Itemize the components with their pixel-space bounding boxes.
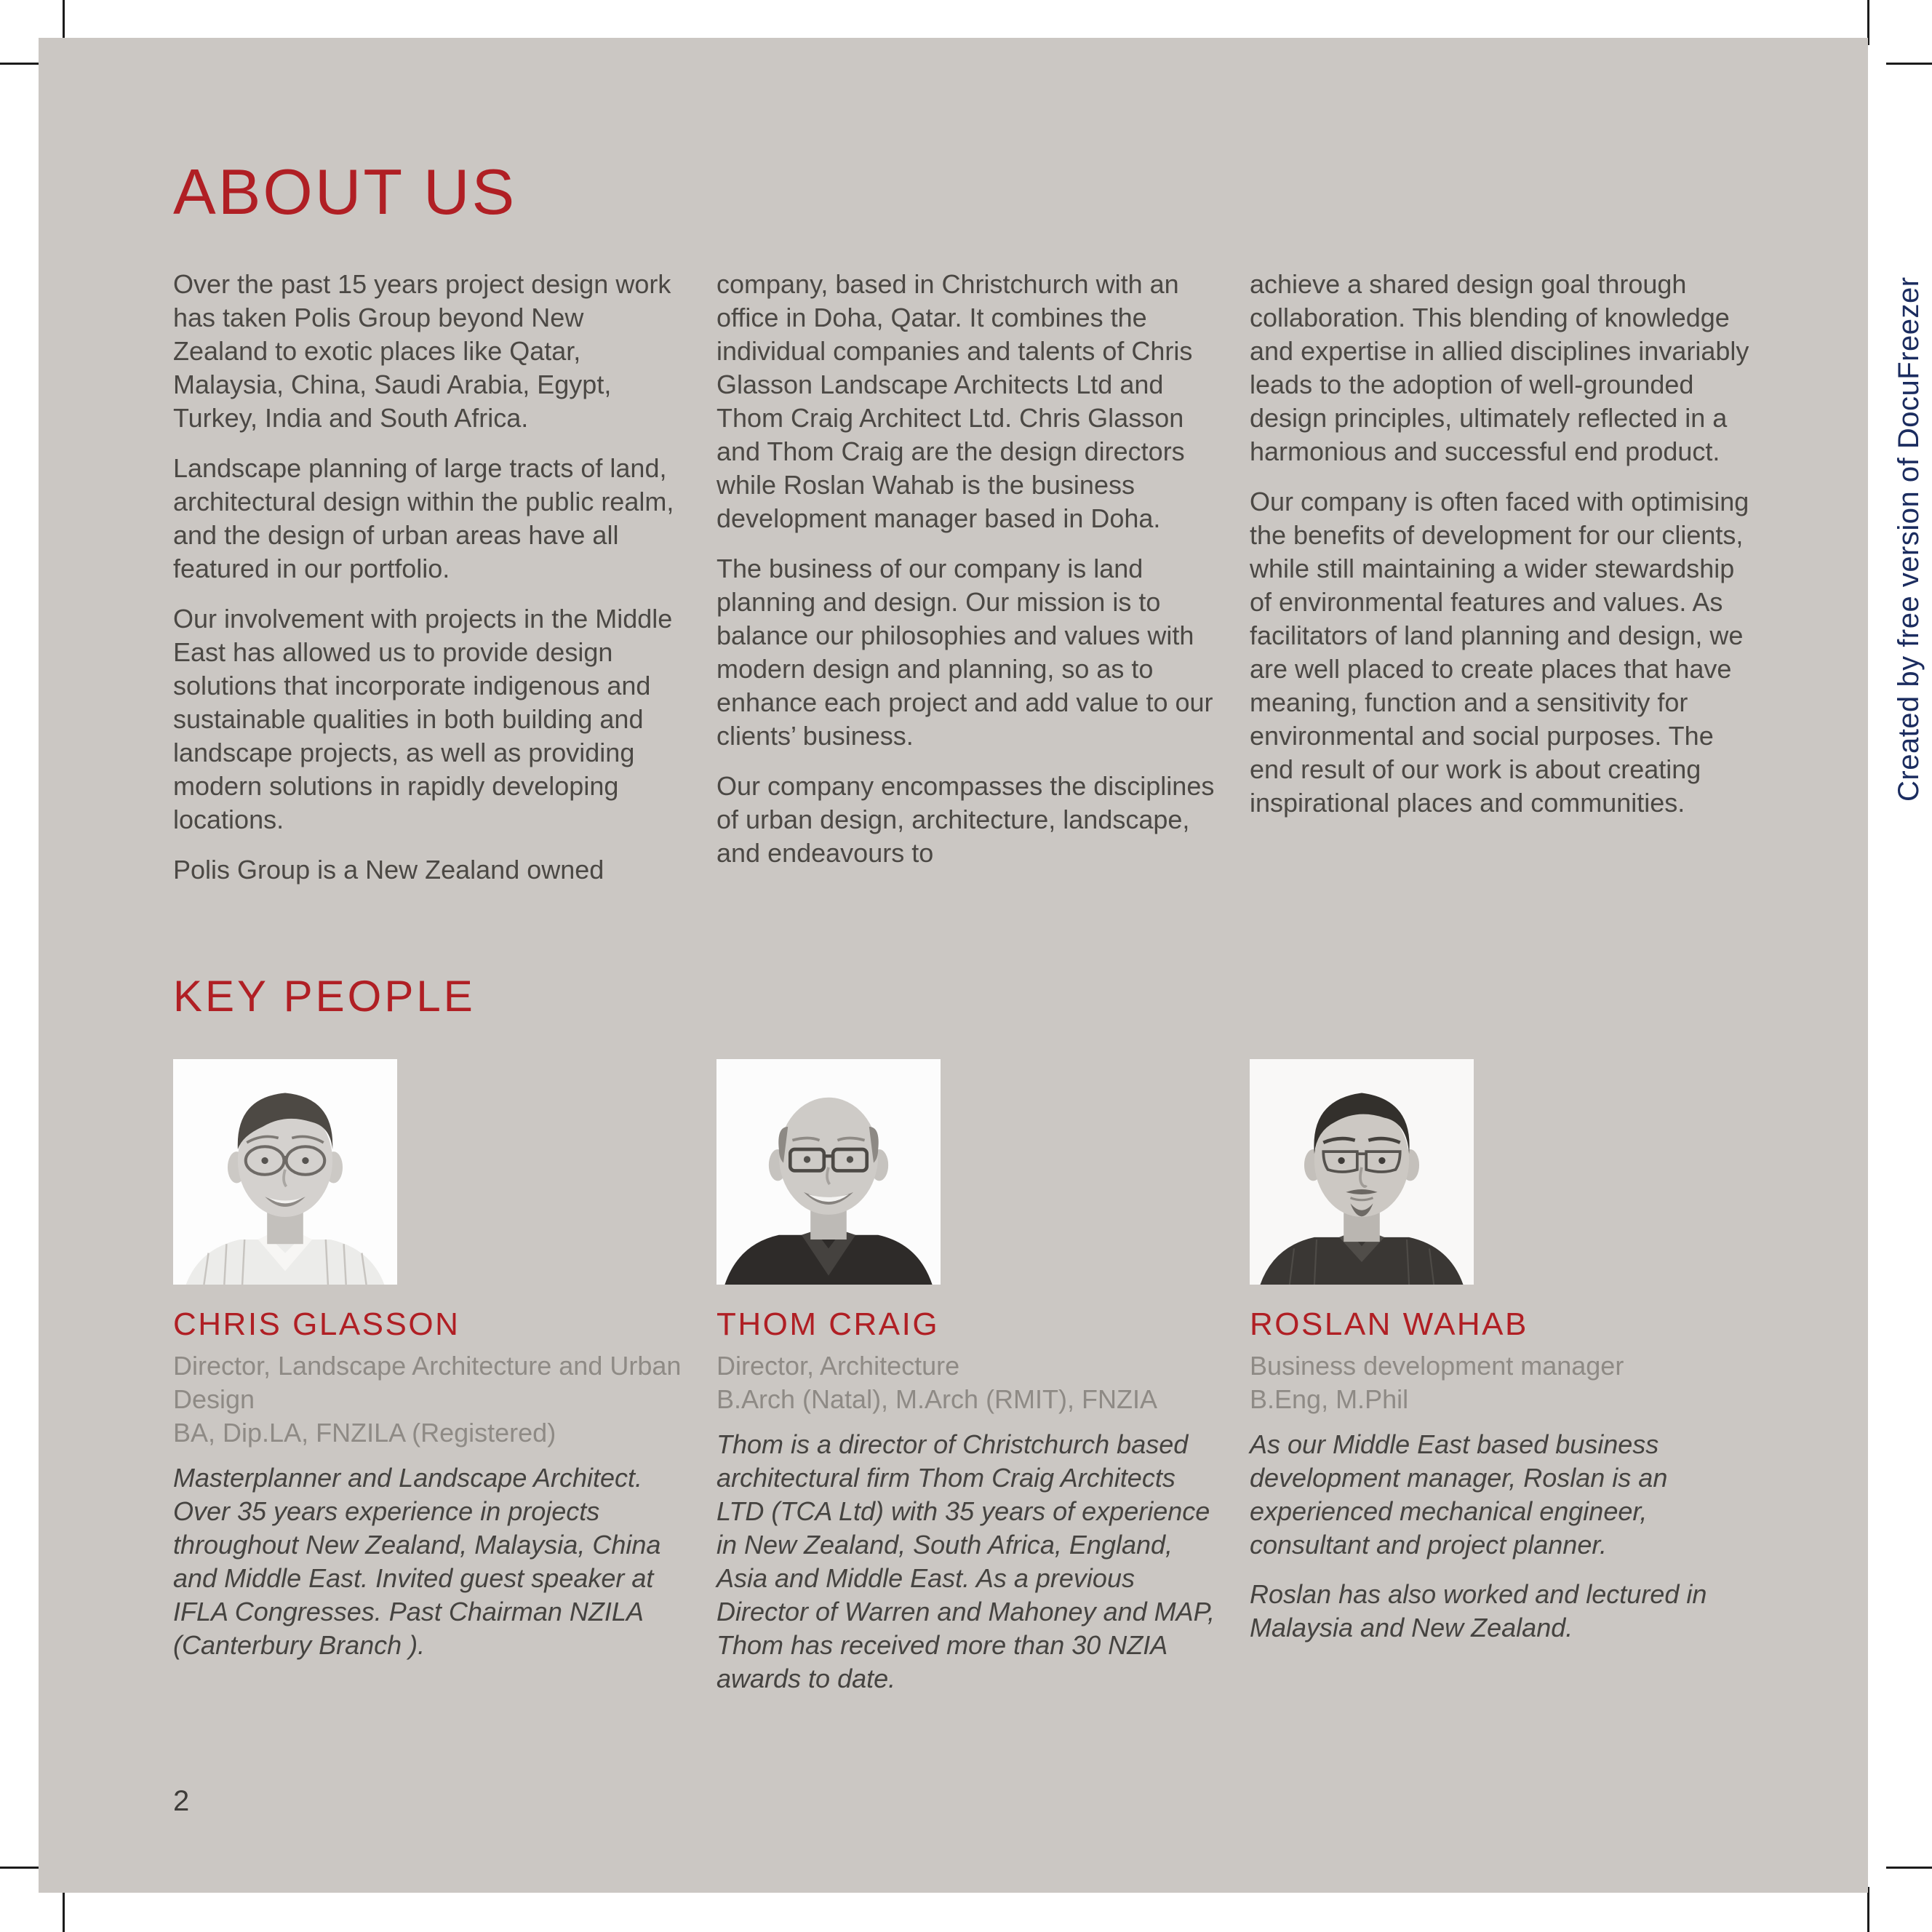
about-column-1 (173, 268, 682, 887)
portrait-photo-thom-craig (716, 1059, 941, 1285)
paragraph: Thom is a director of Christchurch based architectural firm Thom Craig Architects LTD (TCA Ltd) with 35 years of experience in New Zealand, South Africa, England, Asia and Middle East. As a previous Director of Warren and Mahoney and MAP, Thom has received more than 30 NZIA awards to date. (716, 1429, 1216, 1693)
page-title: ABOUT US (173, 156, 517, 228)
person-role (716, 1349, 1226, 1416)
paragraph: Our involvement with projects in the Middle East has allowed us to provide design solutions that incorporate indigenous and sustainable qualities in both building and landscape projects, as well as providing modern solutions in rapidly developing locations. (173, 604, 673, 834)
paragraph: Our company encompasses the disciplines of urban design, architecture, landscape, and endeavours to (716, 771, 1215, 868)
paragraph: achieve a shared design goal through collaboration. This blending of knowledge and expertise in allied disciplines invariably leads to the adoption of well-grounded design principles, ultimately reflected in a harmonious and successful end product. (1250, 269, 1749, 466)
person-credentials: B.Eng, M.Phil (1250, 1384, 1409, 1414)
crop-mark-top-right-horizontal (1886, 63, 1932, 65)
crop-mark-bottom-right-horizontal (1886, 1867, 1932, 1869)
portrait-illustration (1250, 1059, 1474, 1285)
person-name: ROSLAN WAHAB (1250, 1306, 1528, 1342)
about-column-3 (1250, 268, 1759, 820)
paragraph: company, based in Christchurch with an office in Doha, Qatar. It combines the individual companies and talents of Chris Glasson Landscape Architects Ltd and Thom Craig Architect Ltd. Chris Glasson and Thom Craig are the design directors while Roslan Wahab is the business development manager based in Doha. (716, 269, 1193, 533)
person-card-thom-craig (716, 1059, 1226, 1696)
paragraph: The business of our company is land planning and design. Our mission is to balance our philosophies and values with modern design and planning, so as to enhance each project and add value to our clients’ business. (716, 554, 1213, 751)
portrait-illustration (716, 1059, 941, 1285)
about-column-2 (716, 268, 1226, 870)
paragraph: As our Middle East based business development manager, Roslan is an experienced mechanical engineer, consultant and project planner. (1250, 1429, 1668, 1560)
person-card-roslan-wahab (1250, 1059, 1759, 1645)
crop-mark-bottom-left-vertical (63, 1887, 65, 1932)
person-role-title: Director, Architecture (716, 1350, 960, 1381)
crop-mark-bottom-right-vertical (1867, 1887, 1869, 1932)
paragraph: Roslan has also worked and lectured in Malaysia and New Zealand. (1250, 1578, 1707, 1642)
person-role (1250, 1349, 1759, 1416)
paragraph: Masterplanner and Landscape Architect. Over 35 years experience in projects throughout New Zealand, Malaysia, China and Middle East. Invited guest speaker at IFLA Congresses. Past Chairman NZILA (Canterbury Branch ). (173, 1462, 661, 1660)
portrait-illustration (173, 1059, 397, 1285)
paragraph: Over the past 15 years project design work has taken Polis Group beyond New Zealand to exotic places like Qatar, Malaysia, China, Saudi Arabia, Egypt, Turkey, India and South Africa. (173, 269, 671, 433)
portrait-photo-roslan-wahab (1250, 1059, 1474, 1285)
portrait-photo-chris-glasson (173, 1059, 397, 1285)
person-role-title: Director, Landscape Architecture and Urban Design (173, 1350, 682, 1414)
brochure-page (39, 38, 1868, 1893)
paragraph: Our company is often faced with optimising the benefits of development for our clients, while still maintaining a wider stewardship of environmental features and values. As facilitators of land planning and design, we are well placed to create places that have meaning, function and a sensitivity for environmental and social purposes. The end result of our work is about creating inspirational places and communities. (1250, 487, 1749, 818)
paragraph: Landscape planning of large tracts of land, architectural design within the public realm, and the design of urban areas have all featured in our portfolio. (173, 453, 674, 583)
person-bio (716, 1428, 1226, 1696)
person-role-title: Business development manager (1250, 1350, 1624, 1381)
person-bio (1250, 1428, 1759, 1645)
docufreezer-watermark: Created by free version of DocuFreezer (1893, 276, 1925, 802)
person-role (173, 1349, 682, 1450)
paragraph: Polis Group is a New Zealand owned (173, 855, 604, 885)
person-card-chris-glasson (173, 1059, 682, 1662)
key-people-heading: KEY PEOPLE (173, 972, 476, 1021)
person-credentials: B.Arch (Natal), M.Arch (RMIT), FNZIA (716, 1384, 1158, 1414)
page-number: 2 (173, 1785, 190, 1817)
person-bio (173, 1461, 682, 1662)
person-name: THOM CRAIG (716, 1306, 940, 1342)
person-name: CHRIS GLASSON (173, 1306, 460, 1342)
person-credentials: BA, Dip.LA, FNZILA (Registered) (173, 1417, 556, 1448)
